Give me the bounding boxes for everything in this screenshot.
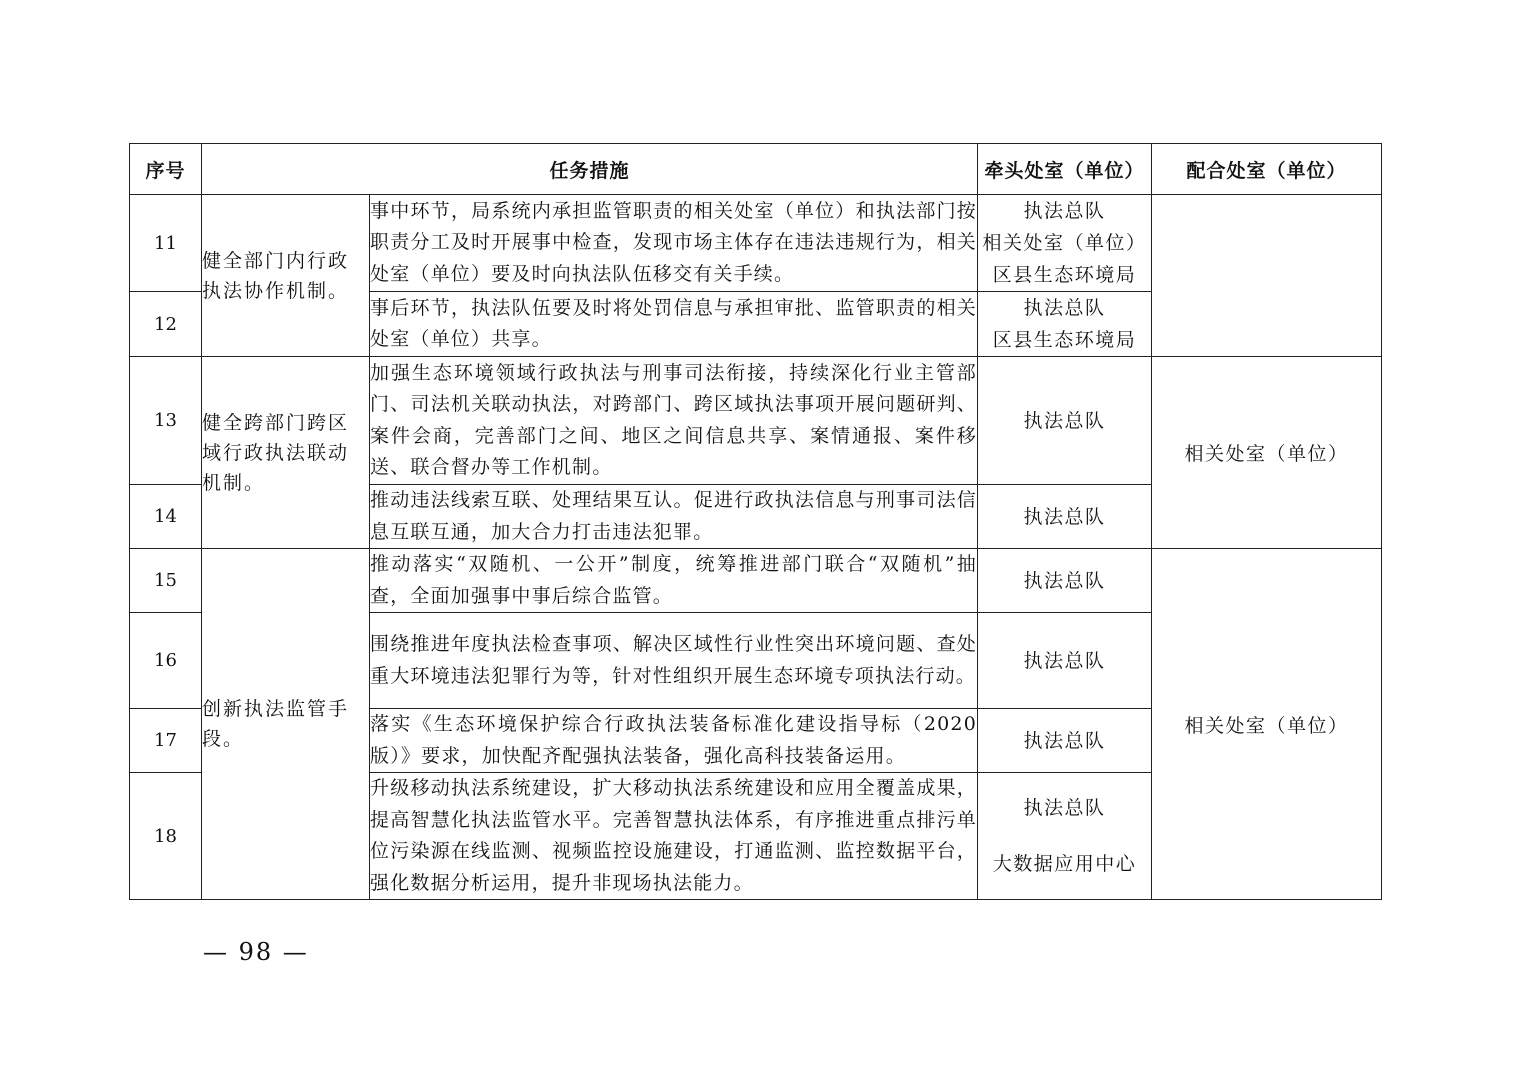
lead-unit: 执法总队	[1023, 297, 1106, 319]
row-number: 15	[130, 549, 202, 613]
lead-unit: 执法总队	[1023, 729, 1106, 752]
lead-cell	[978, 613, 1152, 709]
lead-unit: 执法总队	[1023, 409, 1106, 432]
category-cell: 创新执法监管手段。	[202, 549, 370, 900]
measure-cell: 推动违法线索互联、处理结果互认。促进行政执法信息与刑事司法信息互联互通，加大合力打击违法犯罪。	[370, 485, 978, 549]
measure-cell: 事后环节，执法队伍要及时将处罚信息与承担审批、监管职责的相关处室（单位）共享。	[370, 292, 978, 357]
header-no: 序号	[130, 144, 202, 195]
lead-cell	[978, 292, 1152, 357]
table-row	[130, 195, 1382, 292]
lead-cell	[978, 357, 1152, 485]
table-row	[130, 549, 1382, 613]
row-number: 12	[130, 292, 202, 357]
header-measure: 任务措施	[202, 144, 978, 195]
page-number: — 98 —	[203, 938, 309, 966]
category-cell: 健全部门内行政执法协作机制。	[202, 195, 370, 357]
row-number: 13	[130, 357, 202, 485]
row-number: 11	[130, 195, 202, 292]
lead-unit: 执法总队	[1023, 505, 1106, 528]
header-coop: 配合处室（单位）	[1152, 144, 1382, 195]
lead-unit: 相关处室（单位）	[982, 232, 1147, 254]
cooperation-cell	[1152, 195, 1382, 357]
table-row	[130, 357, 1382, 485]
lead-unit: 区县生态环境局	[992, 329, 1137, 351]
header-lead: 牵头处室（单位）	[978, 144, 1152, 195]
lead-unit: 执法总队	[1023, 569, 1106, 592]
category-cell: 健全跨部门跨区域行政执法联动机制。	[202, 357, 370, 549]
measure-cell: 推动落实“双随机、一公开”制度，统筹推进部门联合“双随机”抽查，全面加强事中事后综合监管。	[370, 549, 978, 613]
row-number: 18	[130, 773, 202, 900]
lead-unit: 执法总队	[1023, 797, 1106, 819]
cooperation-cell: 相关处室（单位）	[1152, 549, 1382, 900]
lead-unit: 执法总队	[1023, 649, 1106, 672]
row-number: 17	[130, 709, 202, 773]
lead-cell	[978, 709, 1152, 773]
lead-cell	[978, 549, 1152, 613]
cooperation-cell: 相关处室（单位）	[1152, 357, 1382, 549]
measure-cell: 落实《生态环境保护综合行政执法装备标准化建设指导标（2020版）》要求，加快配齐配强执法装备，强化高科技装备运用。	[370, 709, 978, 773]
lead-unit: 大数据应用中心	[992, 853, 1137, 875]
measure-cell: 围绕推进年度执法检查事项、解决区域性行业性突出环境问题、查处重大环境违法犯罪行为等，针对性组织开展生态环境专项执法行动。	[370, 613, 978, 709]
lead-unit: 区县生态环境局	[992, 264, 1137, 286]
measure-cell: 升级移动执法系统建设，扩大移动执法系统建设和应用全覆盖成果，提高智慧化执法监管水平。完善智慧执法体系，有序推进重点排污单位污染源在线监测、视频监控设施建设，打通监测、监控数据平台，强化数据分析运用，提升非现场执法能力。	[370, 773, 978, 900]
task-table	[129, 143, 1382, 900]
lead-cell	[978, 195, 1152, 292]
row-number: 16	[130, 613, 202, 709]
measure-cell: 事中环节，局系统内承担监管职责的相关处室（单位）和执法部门按职责分工及时开展事中检查，发现市场主体存在违法违规行为，相关处室（单位）要及时向执法队伍移交有关手续。	[370, 195, 978, 292]
lead-cell	[978, 773, 1152, 900]
measure-cell: 加强生态环境领域行政执法与刑事司法衔接，持续深化行业主管部门、司法机关联动执法，对跨部门、跨区域执法事项开展问题研判、案件会商，完善部门之间、地区之间信息共享、案情通报、案件移送、联合督办等工作机制。	[370, 357, 978, 485]
row-number: 14	[130, 485, 202, 549]
lead-unit: 执法总队	[1023, 200, 1106, 222]
lead-cell	[978, 485, 1152, 549]
header-row	[130, 144, 1382, 195]
